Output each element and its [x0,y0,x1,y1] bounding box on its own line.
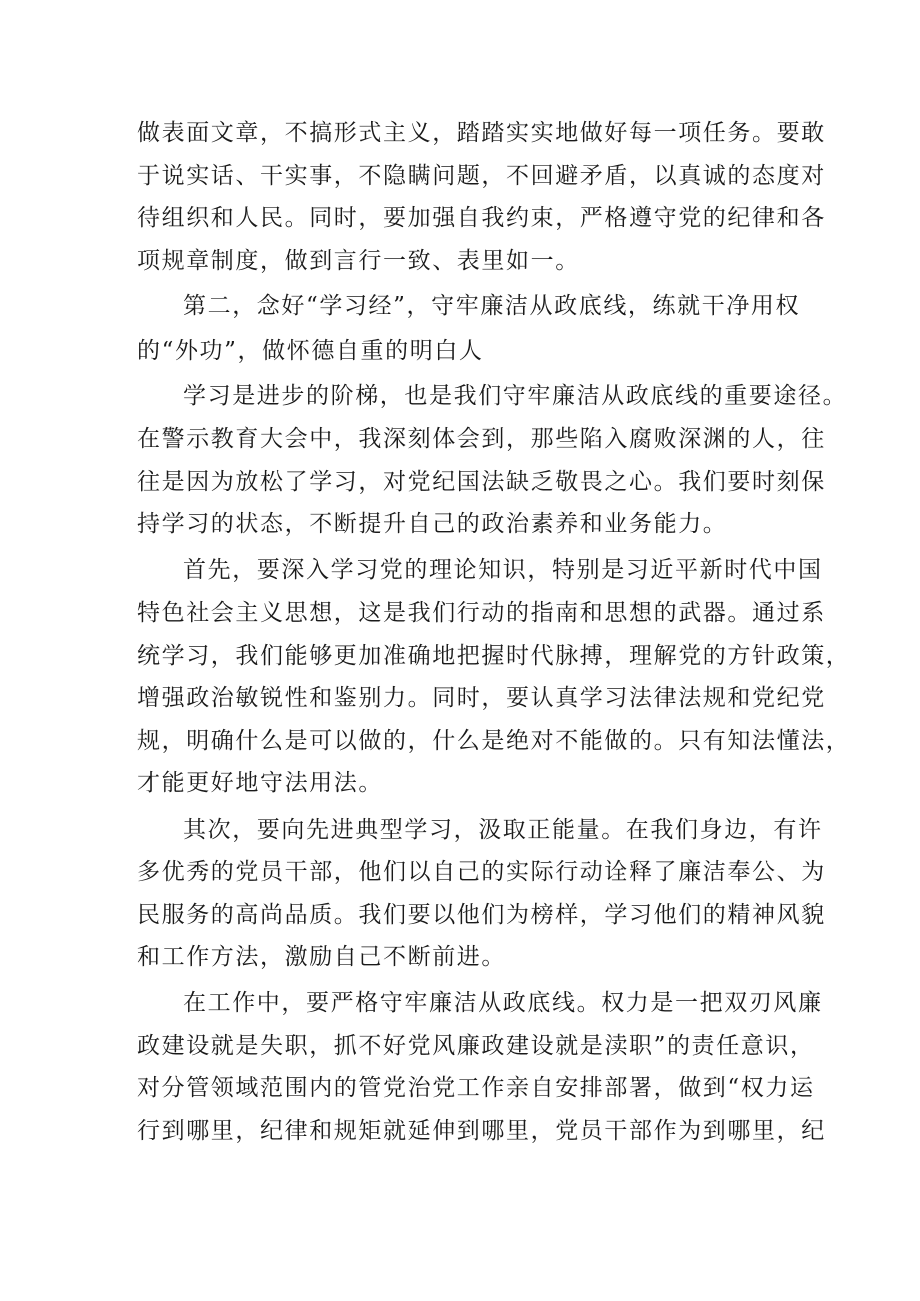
text-line: 学习是进步的阶梯，也是我们守牢廉洁从政底线的重要途径。 [183,383,848,409]
text-line: 待组织和人民。同时，要加强自我约束，严格遵守党的纪律和各 [137,205,826,231]
text-line: 于说实话、干实事，不隐瞒问题，不回避矛盾，以真诚的态度对 [137,163,826,189]
text-line: 首先，要深入学习党的理论知识，特别是习近平新时代中国 [183,557,823,583]
text-line: 多优秀的党员干部，他们以自己的实际行动诠释了廉洁奉公、为 [137,859,826,885]
text-line: 和工作方法，激励自己不断前进。 [137,944,506,970]
text-line: 往是因为放松了学习，对党纪国法缺乏敬畏之心。我们要时刻保 [137,469,826,495]
text-line: 民服务的高尚品质。我们要以他们为榜样，学习他们的精神风貌 [137,902,826,928]
text-line: 政建设就是失职，抓不好党风廉政建设就是渎职”的责任意识， [137,1033,815,1059]
text-line: 特色社会主义思想，这是我们行动的指南和思想的武器。通过系 [137,600,826,626]
text-line: 在警示教育大会中，我深刻体会到，那些陷入腐败深渊的人，往 [137,426,826,452]
text-line: 持学习的状态，不断提升自己的政治素养和业务能力。 [137,511,728,537]
text-line: 增强政治敏锐性和鉴别力。同时，要认真学习法律法规和党纪党 [137,685,826,711]
text-line: 其次，要向先进典型学习，汲取正能量。在我们身边，有许 [183,817,823,843]
text-line: 行到哪里，纪律和规矩就延伸到哪里，党员干部作为到哪里，纪 [137,1118,826,1144]
text-line: 才能更好地守法用法。 [137,770,383,796]
section-heading-line: 的“外功”，做怀德自重的明白人 [137,338,484,364]
section-heading-line: 第二，念好“学习经”，守牢廉洁从政底线，练就干净用权 [183,293,801,319]
text-line: 做表面文章，不搞形式主义，踏踏实实地做好每一项任务。要敢 [137,120,826,146]
text-line: 对分管领域范围内的管党治党工作亲自安排部署，做到“权力运 [137,1075,815,1101]
text-line: 在工作中，要严格守牢廉洁从政底线。权力是一把双刃风廉 [183,990,823,1016]
text-line: 项规章制度，做到言行一致、表里如一。 [137,248,580,274]
text-line: 规，明确什么是可以做的，什么是绝对不能做的。只有知法懂法， [137,728,851,754]
text-line: 统学习，我们能够更加准确地把握时代脉搏，理解党的方针政策， [137,643,851,669]
